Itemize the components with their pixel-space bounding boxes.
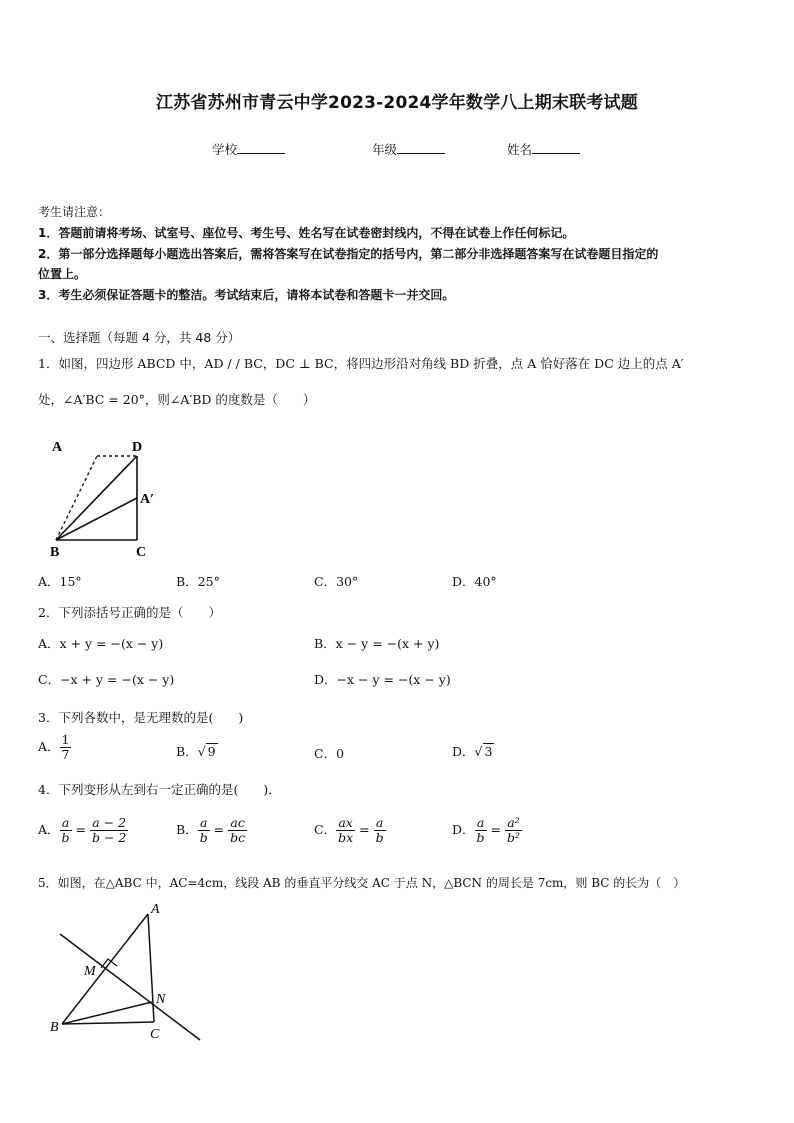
q5-stem: 5．如图，在△ABC 中，AC=4cm，线段 AB 的垂直平分线交 AC 于点 N，△BCN 的周长是 7cm，则 BC 的长为（ ） [38, 876, 686, 890]
q5-figure [44, 898, 204, 1044]
q2-option-b[interactable]: B．x − y = −(x + y) [314, 636, 440, 651]
segment-ba2 [56, 498, 137, 540]
q4-a-frac-left [60, 816, 72, 845]
q3-b-label: B． [176, 744, 198, 759]
q4-d-n2: a² [505, 816, 522, 831]
notice-item-2-cont: 位置上。 [38, 267, 87, 281]
q4-d-d1: b [476, 830, 485, 845]
q2-option-c[interactable]: C．−x + y = −(x − y) [38, 672, 175, 687]
segment-bd [56, 456, 137, 540]
q4-d-frac-right [505, 816, 522, 845]
label-c: C [136, 545, 147, 560]
fold-line-ba [56, 456, 97, 540]
q4-d-n1: a [475, 816, 487, 831]
label-a: A [151, 902, 160, 917]
segment-bc [62, 1022, 154, 1024]
q1-stem-line2: 处，∠A′BC = 20°，则∠A′BD 的度数是（ ） [38, 392, 316, 407]
q4-stem: 4．下列变形从左到右一定正确的是( )． [38, 782, 281, 797]
school-field [212, 140, 285, 158]
q2-option-a[interactable]: A．x + y = −(x − y) [38, 636, 164, 651]
q3-option-a[interactable] [38, 733, 71, 762]
q4-option-d[interactable]: D． $\frac{a}{b}$ = $\frac{\text{a²}}{\text{b²}}$ [452, 815, 520, 845]
notice-heading: 考生请注意： [38, 205, 111, 219]
q2-stem: 2．下列添括号正确的是（ ） [38, 605, 221, 620]
notice-item-3: 3．考生必须保证答题卡的整洁。考试结束后，请将本试卷和答题卡一并交回。 [38, 288, 455, 302]
q4-c-n1: ax [336, 816, 355, 831]
label-m: M [84, 964, 96, 979]
q1-option-d[interactable]: D．40° [452, 574, 497, 589]
q3-option-d[interactable] [452, 742, 494, 760]
label-a-prime: A′ [140, 492, 155, 507]
q3-a-label: A． [38, 739, 60, 754]
q3-option-c[interactable]: C．0 [314, 746, 345, 761]
grade-field [372, 140, 445, 158]
q1-stem-line1: 1．如图，四边形 ABCD 中，AD / / BC，DC ⊥ BC，将四边形沿对角线 BD 折叠，点 A 恰好落在 DC 边上的点 A′ [38, 356, 684, 371]
q4-d-label: D． [452, 822, 475, 837]
q2-option-d[interactable]: D．−x − y = −(x − y) [314, 672, 451, 687]
grade-blank[interactable] [397, 143, 445, 154]
q3-d-radicand: 3 [484, 744, 493, 759]
q4-c-n2: a [374, 816, 386, 831]
q3-b-radicand: 9 [207, 744, 216, 759]
q1-option-a[interactable]: A．15° [38, 574, 82, 589]
label-n: N [156, 992, 166, 1007]
q1-figure [40, 432, 170, 560]
q4-b-d1: b [199, 830, 208, 845]
page-title: 江苏省苏州市青云中学2023-2024学年数学八上期末联考试题 [156, 93, 638, 113]
q4-c-frac-right [374, 816, 386, 845]
label-a: A [52, 440, 63, 455]
q4-d-frac-left [475, 816, 487, 845]
q4-c-d1: bx [338, 830, 354, 845]
q4-c-d2: b [375, 830, 384, 845]
q3-option-b[interactable] [176, 742, 218, 760]
q4-a-label: A． [38, 822, 60, 837]
q4-b-n1: a [198, 816, 210, 831]
q4-a-d2: b − 2 [91, 830, 127, 845]
school-label: 学校 [212, 142, 238, 157]
q4-d-d2: b² [506, 830, 520, 845]
school-blank[interactable] [237, 143, 285, 154]
segment-ac [148, 914, 154, 1022]
section-heading: 一、选择题（每题 4 分，共 48 分） [38, 330, 241, 345]
q3-stem: 3．下列各数中，是无理数的是( ) [38, 710, 244, 725]
q4-b-n2: ac [228, 816, 247, 831]
q1-option-c[interactable]: C．30° [314, 574, 359, 589]
name-field [507, 140, 580, 158]
q3-a-num: 1 [61, 732, 70, 747]
segment-bn [62, 1002, 152, 1024]
q4-b-d2: bc [230, 830, 246, 845]
q4-c-frac-left [336, 816, 355, 845]
q4-option-c[interactable]: C． $\frac{ax}{bx}$ = $\frac{a}{b}$ [314, 815, 384, 845]
q3-b-sqrt: √ 9 [197, 744, 216, 759]
q4-b-frac-right [228, 816, 247, 845]
name-blank[interactable] [532, 143, 580, 154]
q3-a-fraction [60, 733, 72, 762]
name-label: 姓名 [507, 142, 533, 157]
q3-d-sqrt: √ 3 [474, 744, 493, 759]
notice-item-2: 2．第一部分选择题每小题选出答案后，需将答案写在试卷指定的括号内，第二部分非选择题答案写在试卷题目指定的 [38, 247, 659, 261]
q4-a-frac-right [90, 816, 128, 845]
label-b: B [50, 545, 60, 560]
q1-option-b[interactable]: B．25° [176, 574, 220, 589]
q4-a-n1: a [60, 816, 72, 831]
q3-d-label: D． [452, 744, 475, 759]
label-b: B [50, 1020, 59, 1035]
q3-a-den: 7 [61, 747, 70, 762]
label-d: D [132, 440, 143, 455]
q4-a-d1: b [61, 830, 70, 845]
q4-b-frac-left [198, 816, 210, 845]
label-c: C [150, 1027, 160, 1042]
q4-a-n2: a − 2 [90, 816, 128, 831]
q4-option-a[interactable]: A． $\frac{a}{b}$ = $\frac{a - 2}{b - 2}$ [38, 815, 127, 845]
q4-b-label: B． [176, 822, 198, 837]
q4-c-label: C． [314, 822, 337, 837]
notice-item-1: 1．答题前请将考场、试室号、座位号、考生号、姓名写在试卷密封线内，不得在试卷上作任何标记。 [38, 226, 575, 240]
q4-option-b[interactable]: B． $\frac{a}{b}$ = $\frac{ac}{bc}$ [176, 815, 246, 845]
grade-label: 年级 [372, 142, 398, 157]
